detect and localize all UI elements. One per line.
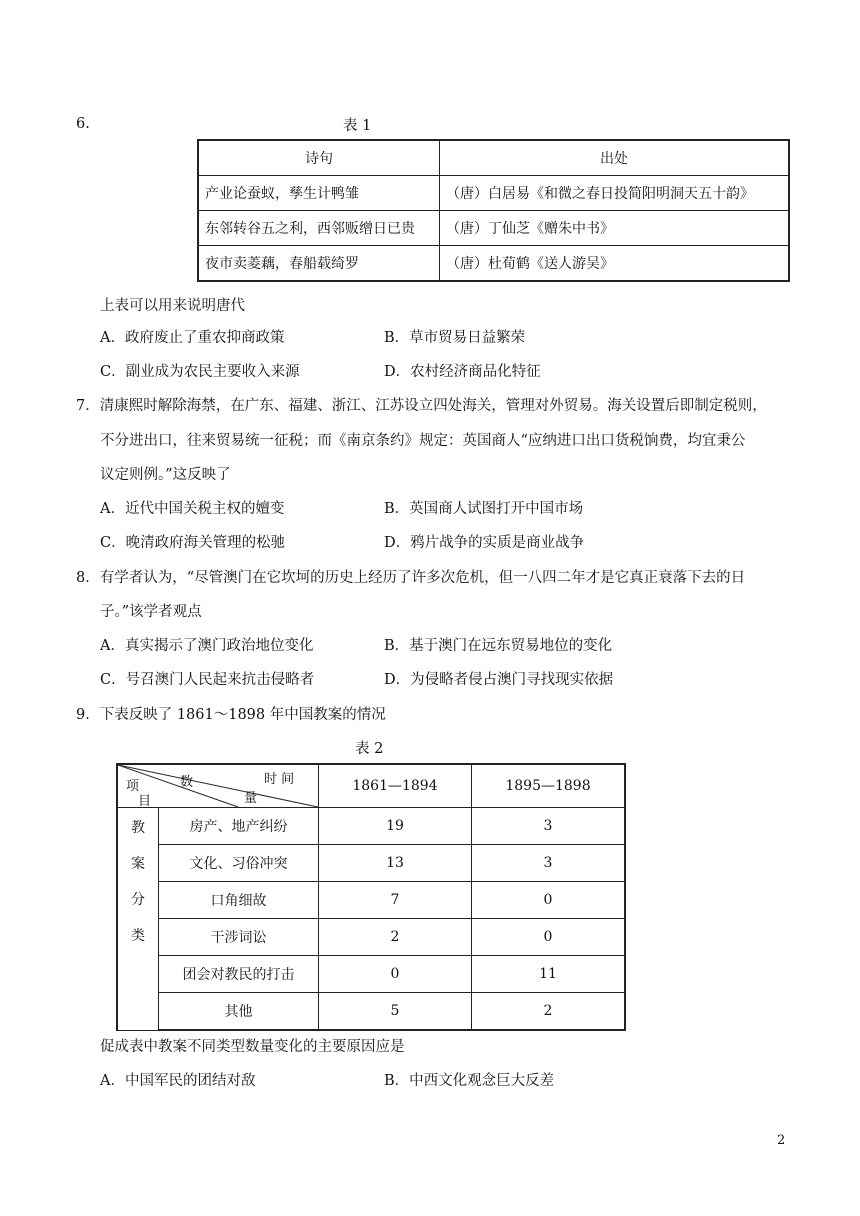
row-value-2: 0 <box>472 882 626 919</box>
table-2-corner-cell <box>117 764 319 808</box>
table-row <box>117 919 625 956</box>
table-cell: （唐）白居易《和微之春日投简阳明洞天五十韵》 <box>440 176 790 211</box>
question-7-option-b[interactable]: B．英国商人试图打开中国市场 <box>384 501 584 517</box>
table-row <box>117 808 625 845</box>
question-8-line-1: 8．有学者认为，“尽管澳门在它坎坷的历史上经历了许多次危机，但一八四二年才是它真正衰落下去的日 <box>76 570 746 586</box>
question-7-line-1: 7．清康熙时解除海禁，在广东、福建、浙江、江苏设立四处海关，管理对外贸易。海关设置后即制定税则， <box>76 398 767 414</box>
row-value-1: 19 <box>319 808 472 845</box>
question-9-option-a[interactable]: A．中国军民的团结对敌 <box>100 1073 256 1089</box>
row-value-2: 0 <box>472 919 626 956</box>
row-name: 其他 <box>159 993 319 1031</box>
question-9-option-b[interactable]: B．中西文化观念巨大反差 <box>384 1073 555 1089</box>
row-name: 干涉词讼 <box>159 919 319 956</box>
table-1-title: 表 1 <box>343 118 372 134</box>
table-row <box>117 956 625 993</box>
corner-count-bottom: 量 <box>244 791 258 806</box>
page-number: 2 <box>777 1133 786 1148</box>
question-6-option-d[interactable]: D．农村经济商品化特征 <box>384 364 541 380</box>
table-2-title: 表 2 <box>355 741 384 757</box>
table-cell: （唐）杜荀鹤《送人游吴》 <box>440 246 790 282</box>
table-row <box>117 993 625 1031</box>
question-6-option-c[interactable]: C．副业成为农民主要收入来源 <box>100 364 300 380</box>
question-6-number: 6. <box>76 116 90 132</box>
row-value-2: 2 <box>472 993 626 1031</box>
corner-item-top: 项 <box>126 779 140 794</box>
row-value-1: 13 <box>319 845 472 882</box>
row-value-2: 3 <box>472 845 626 882</box>
row-name: 文化、习俗冲突 <box>159 845 319 882</box>
table-1-header-source: 出处 <box>440 140 790 176</box>
row-name: 口角细故 <box>159 882 319 919</box>
question-7-line-2: 不分进出口，往来贸易统一征税；而《南京条约》规定：英国商人“应纳进口出口货税饷费，均宜秉公 <box>100 433 746 449</box>
question-8-option-a[interactable]: A．真实揭示了澳门政治地位变化 <box>100 638 314 654</box>
corner-item-bottom: 目 <box>138 794 152 809</box>
table-cell: 东邻转谷五之利，西邻贩缯日已贵 <box>198 211 440 246</box>
question-6-option-a[interactable]: A．政府废止了重农抑商政策 <box>100 330 285 346</box>
row-value-1: 7 <box>319 882 472 919</box>
table-row <box>117 882 625 919</box>
question-8-option-c[interactable]: C．号召澳门人民起来抗击侵略者 <box>100 672 315 688</box>
question-7-option-a[interactable]: A．近代中国关税主权的嬗变 <box>100 501 285 517</box>
question-7-line-3: 议定则例。”这反映了 <box>100 467 231 483</box>
corner-count-top: 数 <box>180 775 194 790</box>
table-row <box>198 246 789 282</box>
question-9-stem: 9．下表反映了 1861～1898 年中国教案的情况 <box>76 707 386 723</box>
table-cell: （唐）丁仙芝《赠朱中书》 <box>440 211 790 246</box>
question-6-stem: 上表可以用来说明唐代 <box>100 298 245 314</box>
row-value-1: 5 <box>319 993 472 1031</box>
group-label <box>117 808 159 1031</box>
row-value-2: 3 <box>472 808 626 845</box>
question-7-option-d[interactable]: D．鸦片战争的实质是商业战争 <box>384 535 585 551</box>
row-value-1: 2 <box>319 919 472 956</box>
question-7-option-c[interactable]: C．晚清政府海关管理的松驰 <box>100 535 286 551</box>
row-value-2: 11 <box>472 956 626 993</box>
question-8-option-b[interactable]: B．基于澳门在远东贸易地位的变化 <box>384 638 613 654</box>
question-8-line-2: 子。”该学者观点 <box>100 604 202 620</box>
question-9-question: 促成表中教案不同类型数量变化的主要原因应是 <box>100 1039 405 1055</box>
group-label-char: 分 <box>131 892 145 908</box>
group-label-char: 类 <box>131 928 145 944</box>
question-8-option-d[interactable]: D．为侵略者侵占澳门寻找现实依据 <box>384 672 614 688</box>
table-row <box>198 211 789 246</box>
table-row <box>117 845 625 882</box>
group-label-char: 教 <box>131 820 145 836</box>
row-value-1: 0 <box>319 956 472 993</box>
group-label-char: 案 <box>131 856 145 872</box>
table-1-header-poem: 诗句 <box>198 140 440 176</box>
row-name: 房产、地产纠纷 <box>159 808 319 845</box>
corner-time-label: 时 间 <box>264 772 295 787</box>
table-1 <box>197 139 790 282</box>
table-1-header-row <box>198 140 789 176</box>
question-6-option-b[interactable]: B．草市贸易日益繁荣 <box>384 330 526 346</box>
table-2-col-1895-1898: 1895—1898 <box>472 764 626 808</box>
table-2-col-1861-1894: 1861—1894 <box>319 764 472 808</box>
table-2 <box>116 763 626 1031</box>
table-cell: 夜市卖菱藕，春船载绮罗 <box>198 246 440 282</box>
table-2-header-row <box>117 764 625 808</box>
table-cell: 产业论蚕蚁，孳生计鸭雏 <box>198 176 440 211</box>
table-row <box>198 176 789 211</box>
row-name: 团会对教民的打击 <box>159 956 319 993</box>
